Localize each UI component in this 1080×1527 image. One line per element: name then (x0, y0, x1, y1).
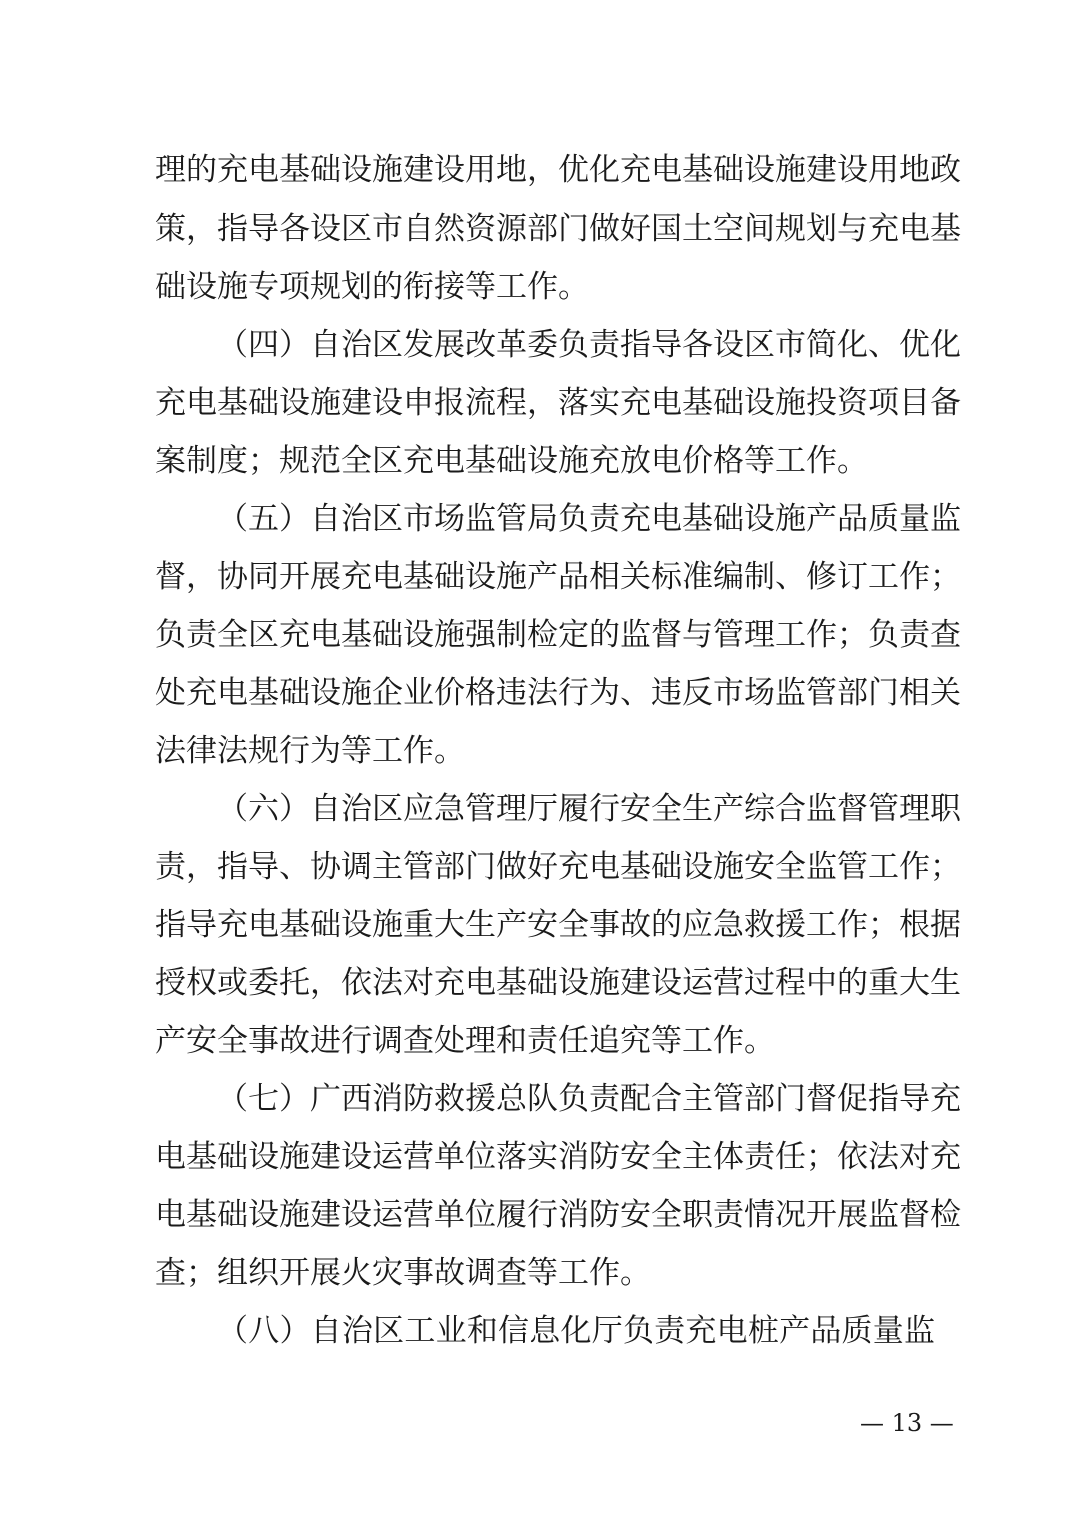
text-line: 负责全区充电基础设施强制检定的监督与管理工作；负责查 (155, 617, 961, 653)
paragraph-heading-line: （六）自治区应急管理厅履行安全生产综合监督管理职 (217, 791, 961, 827)
text-line: 督，协同开展充电基础设施产品相关标准编制、修订工作； (155, 559, 961, 595)
text-line: 案制度；规范全区充电基础设施充放电价格等工作。 (155, 443, 868, 479)
text-line: 授权或委托，依法对充电基础设施建设运营过程中的重大生 (155, 965, 961, 1001)
text-line: 法律法规行为等工作。 (155, 733, 465, 769)
text-line: 策，指导各设区市自然资源部门做好国土空间规划与充电基 (155, 211, 961, 247)
text-line: 产安全事故进行调查处理和责任追究等工作。 (155, 1023, 775, 1059)
text-line: 查；组织开展火灾事故调查等工作。 (155, 1255, 651, 1291)
text-line: 电基础设施建设运营单位落实消防安全主体责任；依法对充 (155, 1139, 961, 1175)
paragraph-heading-line: （七）广西消防救援总队负责配合主管部门督促指导充 (217, 1081, 961, 1117)
text-line: 础设施专项规划的衔接等工作。 (155, 269, 589, 305)
text-line: 处充电基础设施企业价格违法行为、违反市场监管部门相关 (155, 675, 961, 711)
paragraph-heading-line: （五）自治区市场监管局负责充电基础设施产品质量监 (217, 501, 961, 537)
text-line: 理的充电基础设施建设用地，优化充电基础设施建设用地政 (155, 152, 961, 188)
text-line: 指导充电基础设施重大生产安全事故的应急救援工作；根据 (155, 907, 961, 943)
paragraph-heading-line: （四）自治区发展改革委负责指导各设区市简化、优化 (217, 327, 961, 363)
text-line: 电基础设施建设运营单位履行消防安全职责情况开展监督检 (155, 1197, 961, 1233)
paragraph-heading-line: （八）自治区工业和信息化厅负责充电桩产品质量监 (217, 1313, 935, 1349)
text-line: 责，指导、协调主管部门做好充电基础设施安全监管工作； (155, 849, 961, 885)
text-line: 充电基础设施建设申报流程，落实充电基础设施投资项目备 (155, 385, 961, 421)
page-number: — 13 — (860, 1409, 954, 1437)
